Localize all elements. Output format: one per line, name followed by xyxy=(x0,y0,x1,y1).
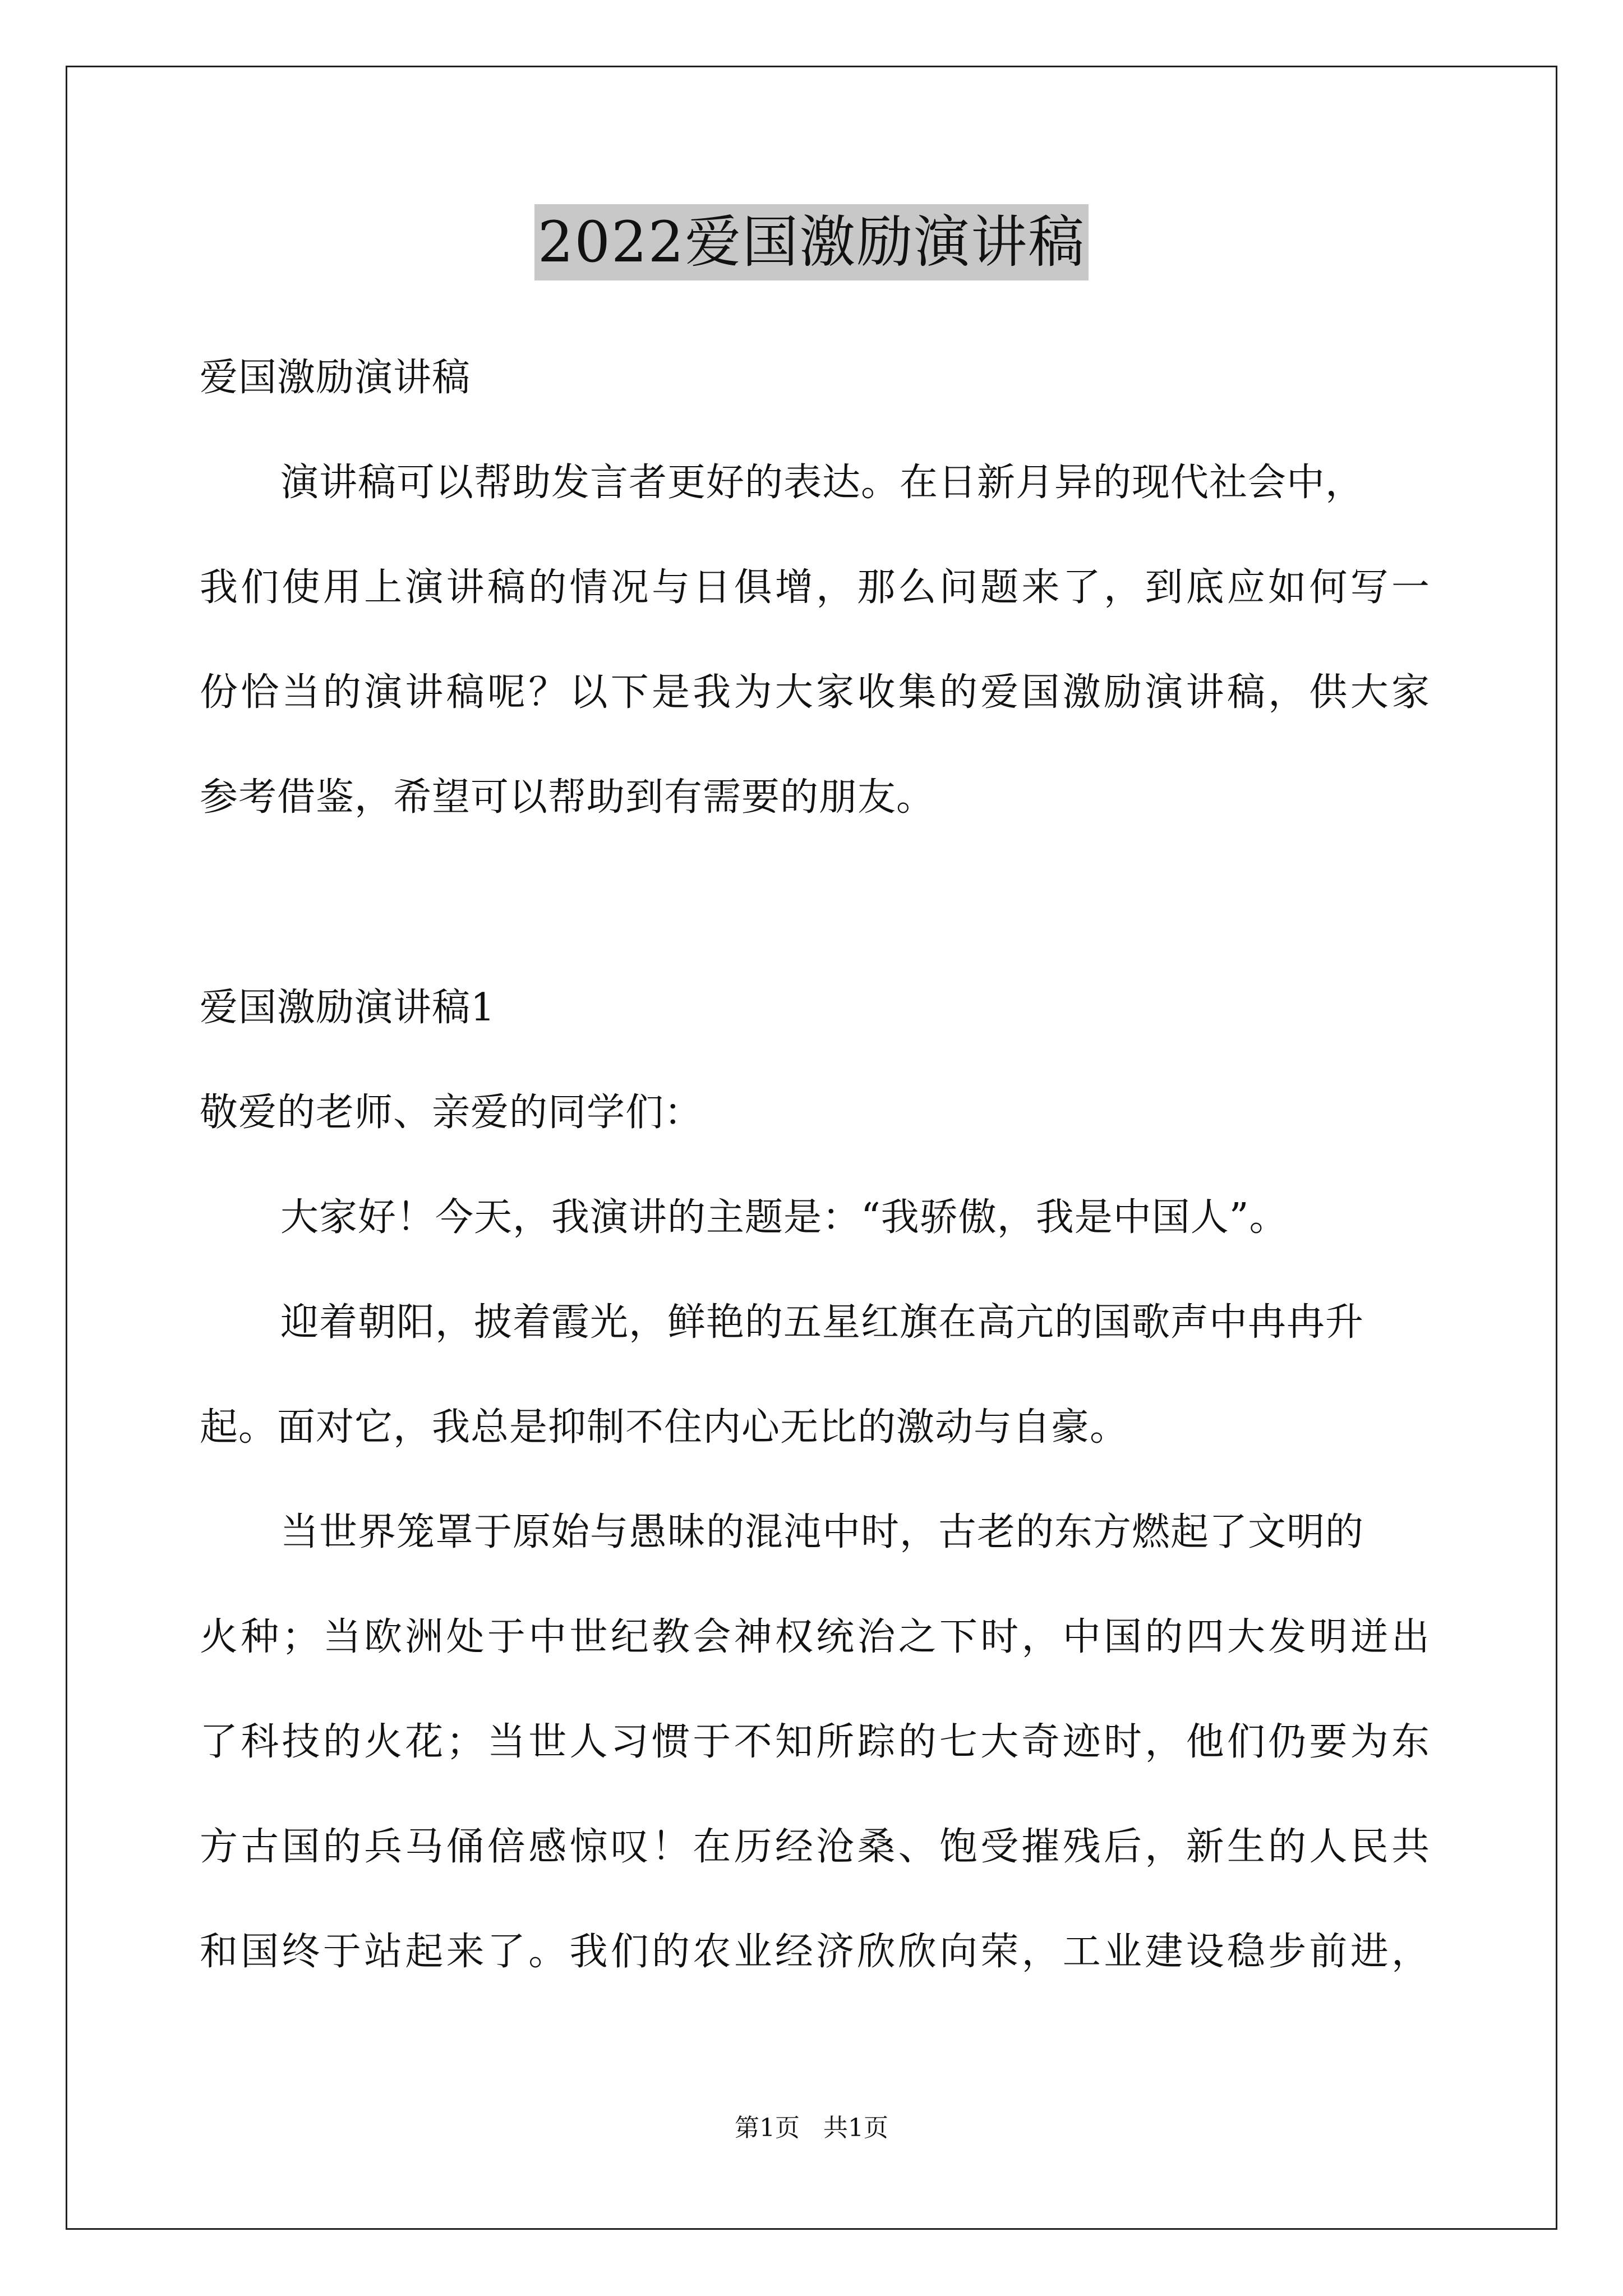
paragraph-line: 方古国的兵马俑倍感惊叹！在历经沧桑、饱受摧残后，新生的人民共 xyxy=(200,1825,1430,1869)
paragraph-line: 参考借鉴，希望可以帮助到有需要的朋友。 xyxy=(200,775,935,820)
paragraph-line: 起。面对它，我总是抑制不住内心无比的激动与自豪。 xyxy=(200,1405,1129,1450)
paragraph-line: 了科技的火花；当世人习惯于不知所踪的七大奇迹时，他们仍要为东 xyxy=(200,1720,1430,1764)
document-title: 2022爱国激励演讲稿 xyxy=(534,204,1089,280)
paragraph-line: 我们使用上演讲稿的情况与日俱增，那么问题来了，到底应如何写一 xyxy=(200,565,1430,610)
paragraph-line: 火种；当欧洲处于中世纪教会神权统治之下时，中国的四大发明迸出 xyxy=(200,1615,1430,1659)
page-footer: 第1页 共1页 xyxy=(735,2114,888,2142)
salutation: 敬爱的老师、亲爱的同学们： xyxy=(200,1091,703,1135)
paragraph-line: 和国终于站起来了。我们的农业经济欣欣向荣，工业建设稳步前进， xyxy=(200,1930,1430,1974)
section-heading: 爱国激励演讲稿1 xyxy=(200,986,496,1030)
title-block xyxy=(0,204,1623,280)
paragraph-line: 大家好！今天，我演讲的主题是：“我骄傲，我是中国人”。 xyxy=(280,1195,1288,1240)
section-heading: 爱国激励演讲稿 xyxy=(200,356,471,400)
paragraph-line: 演讲稿可以帮助发言者更好的表达。在日新月异的现代社会中， xyxy=(280,461,1364,505)
paragraph-line: 迎着朝阳，披着霞光，鲜艳的五星红旗在高亢的国歌声中冉冉升 xyxy=(280,1300,1364,1345)
paragraph-line: 份恰当的演讲稿呢？以下是我为大家收集的爱国激励演讲稿，供大家 xyxy=(200,670,1430,715)
paragraph-line: 当世界笼罩于原始与愚昧的混沌中时，古老的东方燃起了文明的 xyxy=(280,1510,1364,1554)
